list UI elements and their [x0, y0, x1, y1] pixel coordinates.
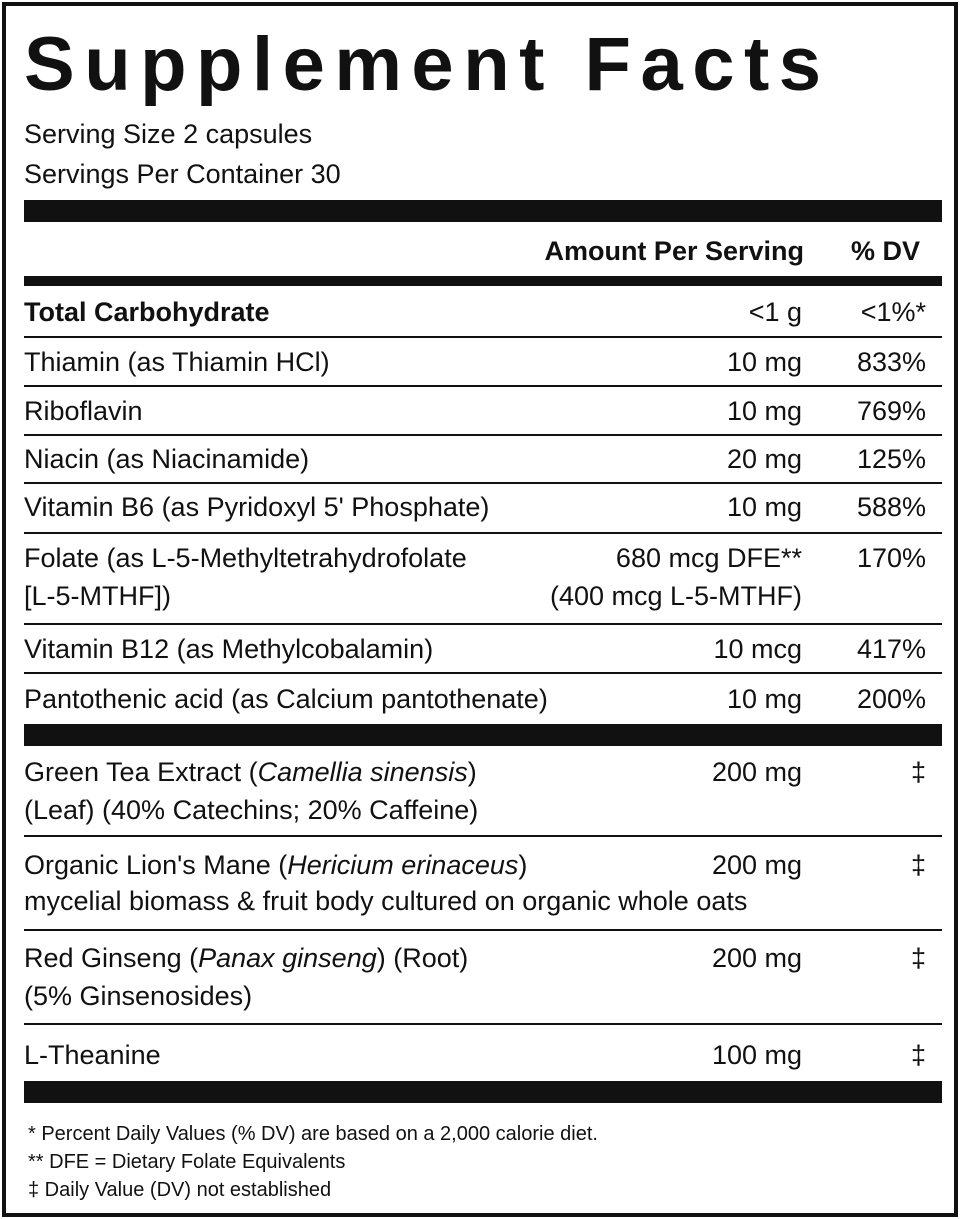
thick-divider-bottom: [24, 1081, 942, 1103]
nutrient-amount: 10 mg: [726, 684, 802, 714]
ingredient-amount: 200 mg: [711, 943, 802, 973]
ingredient-dv: ‡: [910, 943, 926, 973]
ingredient-name: [24, 941, 468, 975]
ingredient-name-text: Organic Lion's Mane (: [24, 850, 288, 880]
supplement-facts-panel: [2, 2, 958, 1217]
thick-divider-top: [24, 200, 942, 222]
nutrient-amount-line2: (400 mcg L-5-MTHF): [549, 581, 802, 611]
row-divider: [24, 623, 942, 625]
ingredient-latin-name: Panax ginseng: [198, 943, 377, 973]
ingredient-dv: ‡: [910, 1040, 926, 1070]
nutrient-amount: 10 mg: [726, 396, 802, 426]
row-divider: [24, 385, 942, 387]
nutrient-name: Vitamin B6 (as Pyridoxyl 5' Phosphate): [24, 492, 490, 522]
ingredient-amount: 200 mg: [711, 757, 802, 787]
ingredient-name: [24, 848, 527, 882]
nutrient-amount: 10 mg: [726, 347, 802, 377]
nutrient-name: Folate (as L-5-Methyltetrahydrofolate: [24, 543, 467, 573]
nutrient-amount: 20 mg: [726, 444, 802, 474]
serving-size: Serving Size 2 capsules: [24, 119, 313, 149]
nutrient-amount: 10 mcg: [713, 634, 802, 664]
thick-divider-middle: [24, 724, 942, 746]
ingredient-name-text: ): [467, 757, 477, 787]
ingredient-name-line2: mycelial biomass & fruit body cultured on organic whole oats: [24, 886, 748, 916]
ingredient-name-text: Red Ginseng (: [24, 943, 199, 973]
nutrient-dv: 588%: [856, 492, 926, 522]
nutrient-dv: 417%: [856, 634, 926, 664]
row-divider: [24, 434, 942, 436]
ingredient-dv: ‡: [910, 850, 926, 880]
ingredient-latin-name: Camellia sinensis: [257, 757, 468, 787]
panel-title: Supplement Facts: [24, 22, 831, 107]
nutrient-amount: <1 g: [748, 297, 802, 327]
nutrient-amount: 680 mcg DFE**: [615, 543, 802, 573]
ingredient-latin-name: Hericium erinaceus: [287, 850, 519, 880]
nutrient-name: Thiamin (as Thiamin HCl): [24, 347, 330, 377]
servings-per-container: Servings Per Container 30: [24, 159, 341, 189]
ingredient-amount: 200 mg: [711, 850, 802, 880]
header-amount-per-serving: Amount Per Serving: [544, 236, 804, 266]
nutrient-name-line2: [L-5-MTHF]): [24, 581, 171, 611]
ingredient-name-line2: (5% Ginsenosides): [24, 981, 253, 1011]
row-divider: [24, 336, 942, 338]
ingredient-amount: 100 mg: [711, 1040, 802, 1070]
nutrient-name: Pantothenic acid (as Calcium pantothenate): [24, 684, 548, 714]
footnote-dv-not-established: ‡ Daily Value (DV) not established: [28, 1179, 332, 1201]
row-divider: [24, 482, 942, 484]
nutrient-name: Vitamin B12 (as Methylcobalamin): [24, 634, 434, 664]
nutrient-dv: 200%: [856, 684, 926, 714]
row-divider: [24, 1023, 942, 1025]
header-percent-dv: % DV: [850, 236, 920, 266]
ingredient-name: L-Theanine: [24, 1040, 161, 1070]
row-divider: [24, 835, 942, 837]
medium-divider-header: [24, 276, 942, 286]
ingredient-dv: ‡: [910, 757, 926, 787]
nutrient-dv: 833%: [856, 347, 926, 377]
footnote-daily-values: * Percent Daily Values (% DV) are based on a 2,000 calorie diet.: [28, 1123, 598, 1145]
nutrient-dv: 125%: [856, 444, 926, 474]
ingredient-name: [24, 755, 477, 789]
footnote-dfe: ** DFE = Dietary Folate Equivalents: [28, 1151, 346, 1173]
ingredient-name-text: ) (Root): [376, 943, 469, 973]
ingredient-name-text: ): [518, 850, 528, 880]
nutrient-dv: <1%*: [860, 297, 926, 327]
row-divider: [24, 532, 942, 534]
ingredient-name-line2: (Leaf) (40% Catechins; 20% Caffeine): [24, 795, 479, 825]
nutrient-name: Riboflavin: [24, 396, 143, 426]
ingredient-name-text: Green Tea Extract (: [24, 757, 258, 787]
nutrient-dv: 170%: [856, 543, 926, 573]
nutrient-name: Niacin (as Niacinamide): [24, 444, 310, 474]
nutrient-amount: 10 mg: [726, 492, 802, 522]
row-divider: [24, 929, 942, 931]
nutrient-dv: 769%: [856, 396, 926, 426]
row-divider: [24, 672, 942, 674]
nutrient-name: Total Carbohydrate: [24, 297, 270, 327]
